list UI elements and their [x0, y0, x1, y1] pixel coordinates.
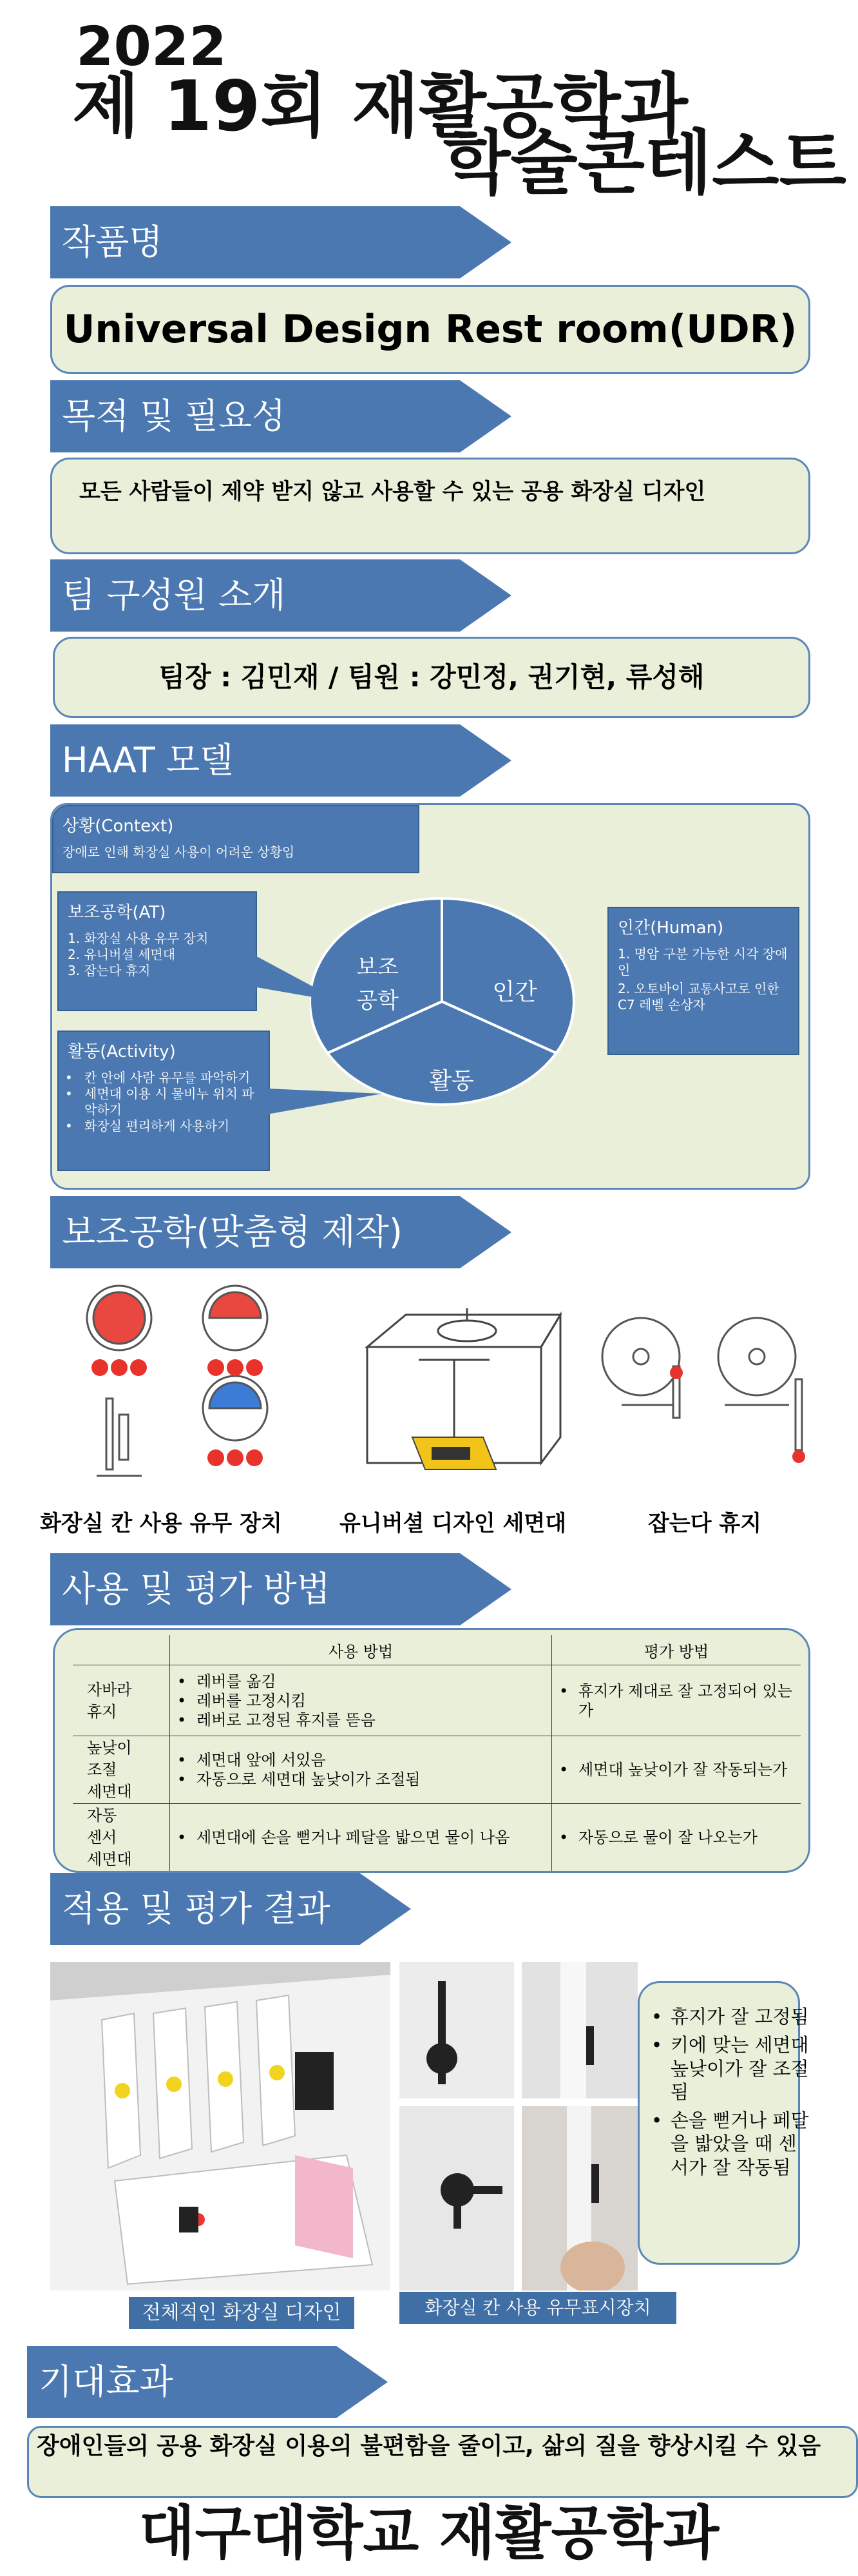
team-text: 팀장 : 김민재 / 팀원 : 강민정, 권기현, 류성해 [158, 661, 705, 693]
device-caption-sink: 유니버셜 디자인 세면대 [339, 1511, 567, 1536]
at-title: 보조공학(AT) [68, 903, 166, 922]
effect-box [27, 2426, 858, 2498]
evaluation-table-box [53, 1628, 810, 1873]
section-title: 작품명 [62, 222, 163, 262]
result-list [649, 2005, 812, 2179]
section-title: 목적 및 필요성 [62, 396, 286, 436]
human-callout [607, 907, 799, 1055]
at-item: 2. 유니버셜 세면대 [68, 947, 176, 962]
section-banner-method [50, 1553, 511, 1625]
use-step: • 레버를 고정시킴 [196, 1691, 551, 1710]
at-item: 1. 화장실 사용 유무 장치 [68, 931, 209, 946]
human-item: 2. 오토바이 교통사고로 인한 C7 레벨 손상자 [618, 981, 779, 1012]
activity-title: 활동(Activity) [68, 1042, 176, 1061]
use-step: • 레버로 고정된 휴지를 뜯음 [196, 1710, 551, 1730]
caption-occupancy-device: 화장실 칸 사용 유무표시장치 [399, 2292, 676, 2324]
table-row [73, 1736, 801, 1804]
row-name: 높낮이 조절 세면대 [73, 1736, 170, 1804]
device-caption-occupancy: 화장실 칸 사용 유무 장치 [40, 1511, 282, 1536]
section-title: 사용 및 평가 방법 [62, 1569, 330, 1609]
activity-callout-pointer [267, 1089, 383, 1147]
footer-university: 대구대학교 재활공학과 [138, 2499, 720, 2567]
work-title: Universal Design Rest room(UDR) [63, 307, 797, 352]
caption-restroom-design: 전체적인 화장실 디자인 [129, 2297, 354, 2329]
work-title-box [50, 285, 810, 374]
eval-criterion: • 휴지가 제대로 잘 고정되어 있는가 [578, 1681, 800, 1720]
activity-item: • 화장실 편리하게 사용하기 [84, 1118, 260, 1134]
tissue-photo-3 [399, 2106, 514, 2290]
context-callout [52, 805, 419, 873]
section-title: 팀 구성원 소개 [62, 575, 286, 615]
context-title: 상황(Context) [62, 817, 174, 836]
human-title: 인간(Human) [618, 918, 724, 938]
title-year: 2022 [76, 15, 227, 78]
team-box [53, 637, 810, 718]
section-title: 보조공학(맞춤형 제작) [62, 1212, 403, 1252]
row-name: 자바라 휴지 [73, 1665, 170, 1736]
section-banner-team [50, 559, 511, 632]
restroom-model-photo [50, 1962, 390, 2290]
purpose-box [50, 458, 810, 554]
at-callout [57, 891, 257, 1011]
result-item: • 손을 뻗거나 페달을 밟았을 때 센서가 잘 작동됨 [671, 2109, 812, 2179]
section-title: 기대효과 [39, 2361, 173, 2402]
table-header-eval: 평가 방법 [552, 1635, 801, 1665]
section-banner-work-name [50, 206, 511, 278]
title-line-3: 학술콘테스트 [443, 123, 846, 204]
effect-text: 장애인들의 공용 화장실 이용의 불편함을 줄이고, 삶의 질을 향상시킬 수 있음 [37, 2433, 821, 2459]
eval-criterion: • 세면대 높낮이가 잘 작동되는가 [578, 1760, 800, 1779]
activity-item: • 칸 안에 사람 유무를 파악하기 [84, 1070, 260, 1086]
table-header-row [73, 1635, 801, 1665]
human-list [618, 946, 789, 1013]
use-step: • 레버를 옮김 [196, 1672, 551, 1691]
pie-label-at: 보조 공학 [356, 954, 399, 1014]
section-title: HAAT 모델 [62, 740, 234, 780]
at-item: 3. 잡는다 휴지 [68, 963, 151, 978]
result-summary-box [638, 1981, 809, 2265]
section-title: 적용 및 평가 결과 [62, 1888, 330, 1929]
table-row [73, 1804, 801, 1872]
purpose-text: 모든 사람들이 제약 받지 않고 사용할 수 있는 공용 화장실 디자인 [79, 479, 706, 505]
tissue-photo-2 [522, 1962, 638, 2098]
use-step: • 세면대에 손을 뻗거나 페달을 밟으면 물이 나옴 [196, 1828, 551, 1847]
eval-criterion: • 자동으로 물이 잘 나오는가 [578, 1828, 800, 1847]
result-item: • 키에 맞는 세면대 높낮이가 잘 조절됨 [671, 2033, 812, 2104]
table-row [73, 1665, 801, 1736]
section-banner-purpose [50, 380, 511, 452]
occupancy-device-sketch [71, 1283, 341, 1502]
at-list [68, 931, 247, 979]
haat-diagram-box [50, 803, 810, 1190]
use-step: • 자동으로 세면대 높낮이가 조절됨 [196, 1770, 551, 1789]
result-item: • 휴지가 잘 고정됨 [671, 2005, 812, 2028]
section-banner-result [50, 1873, 411, 1945]
human-item: 1. 명암 구분 가능한 시각 장애인 [618, 946, 788, 978]
table-header-use: 사용 방법 [170, 1635, 552, 1665]
row-name: 자동 센서 세면대 [73, 1804, 170, 1872]
grab-tissue-sketch [596, 1308, 828, 1489]
section-banner-effect [27, 2346, 388, 2418]
activity-callout [57, 1031, 270, 1171]
evaluation-table [73, 1635, 801, 1871]
pie-label-activity: 활동 [429, 1068, 474, 1094]
device-caption-tissue: 잡는다 휴지 [648, 1511, 762, 1536]
context-text: 장애로 인해 화장실 사용이 어려운 상황임 [62, 844, 295, 860]
universal-sink-sketch [354, 1283, 573, 1495]
pie-label-human: 인간 [492, 979, 537, 1005]
activity-list [68, 1070, 260, 1134]
table-header-empty [73, 1635, 170, 1665]
section-banner-at [50, 1196, 511, 1268]
activity-item: • 세면대 이용 시 물비누 위치 파악하기 [84, 1086, 260, 1118]
tissue-photo-4 [522, 2106, 638, 2290]
section-banner-haat [50, 724, 511, 797]
tissue-photo-1 [399, 1962, 514, 2098]
title-line-2: 제 19회 재활공학과 [72, 66, 688, 147]
use-step: • 세면대 앞에 서있음 [196, 1750, 551, 1770]
at-callout-pointer [253, 954, 343, 1006]
